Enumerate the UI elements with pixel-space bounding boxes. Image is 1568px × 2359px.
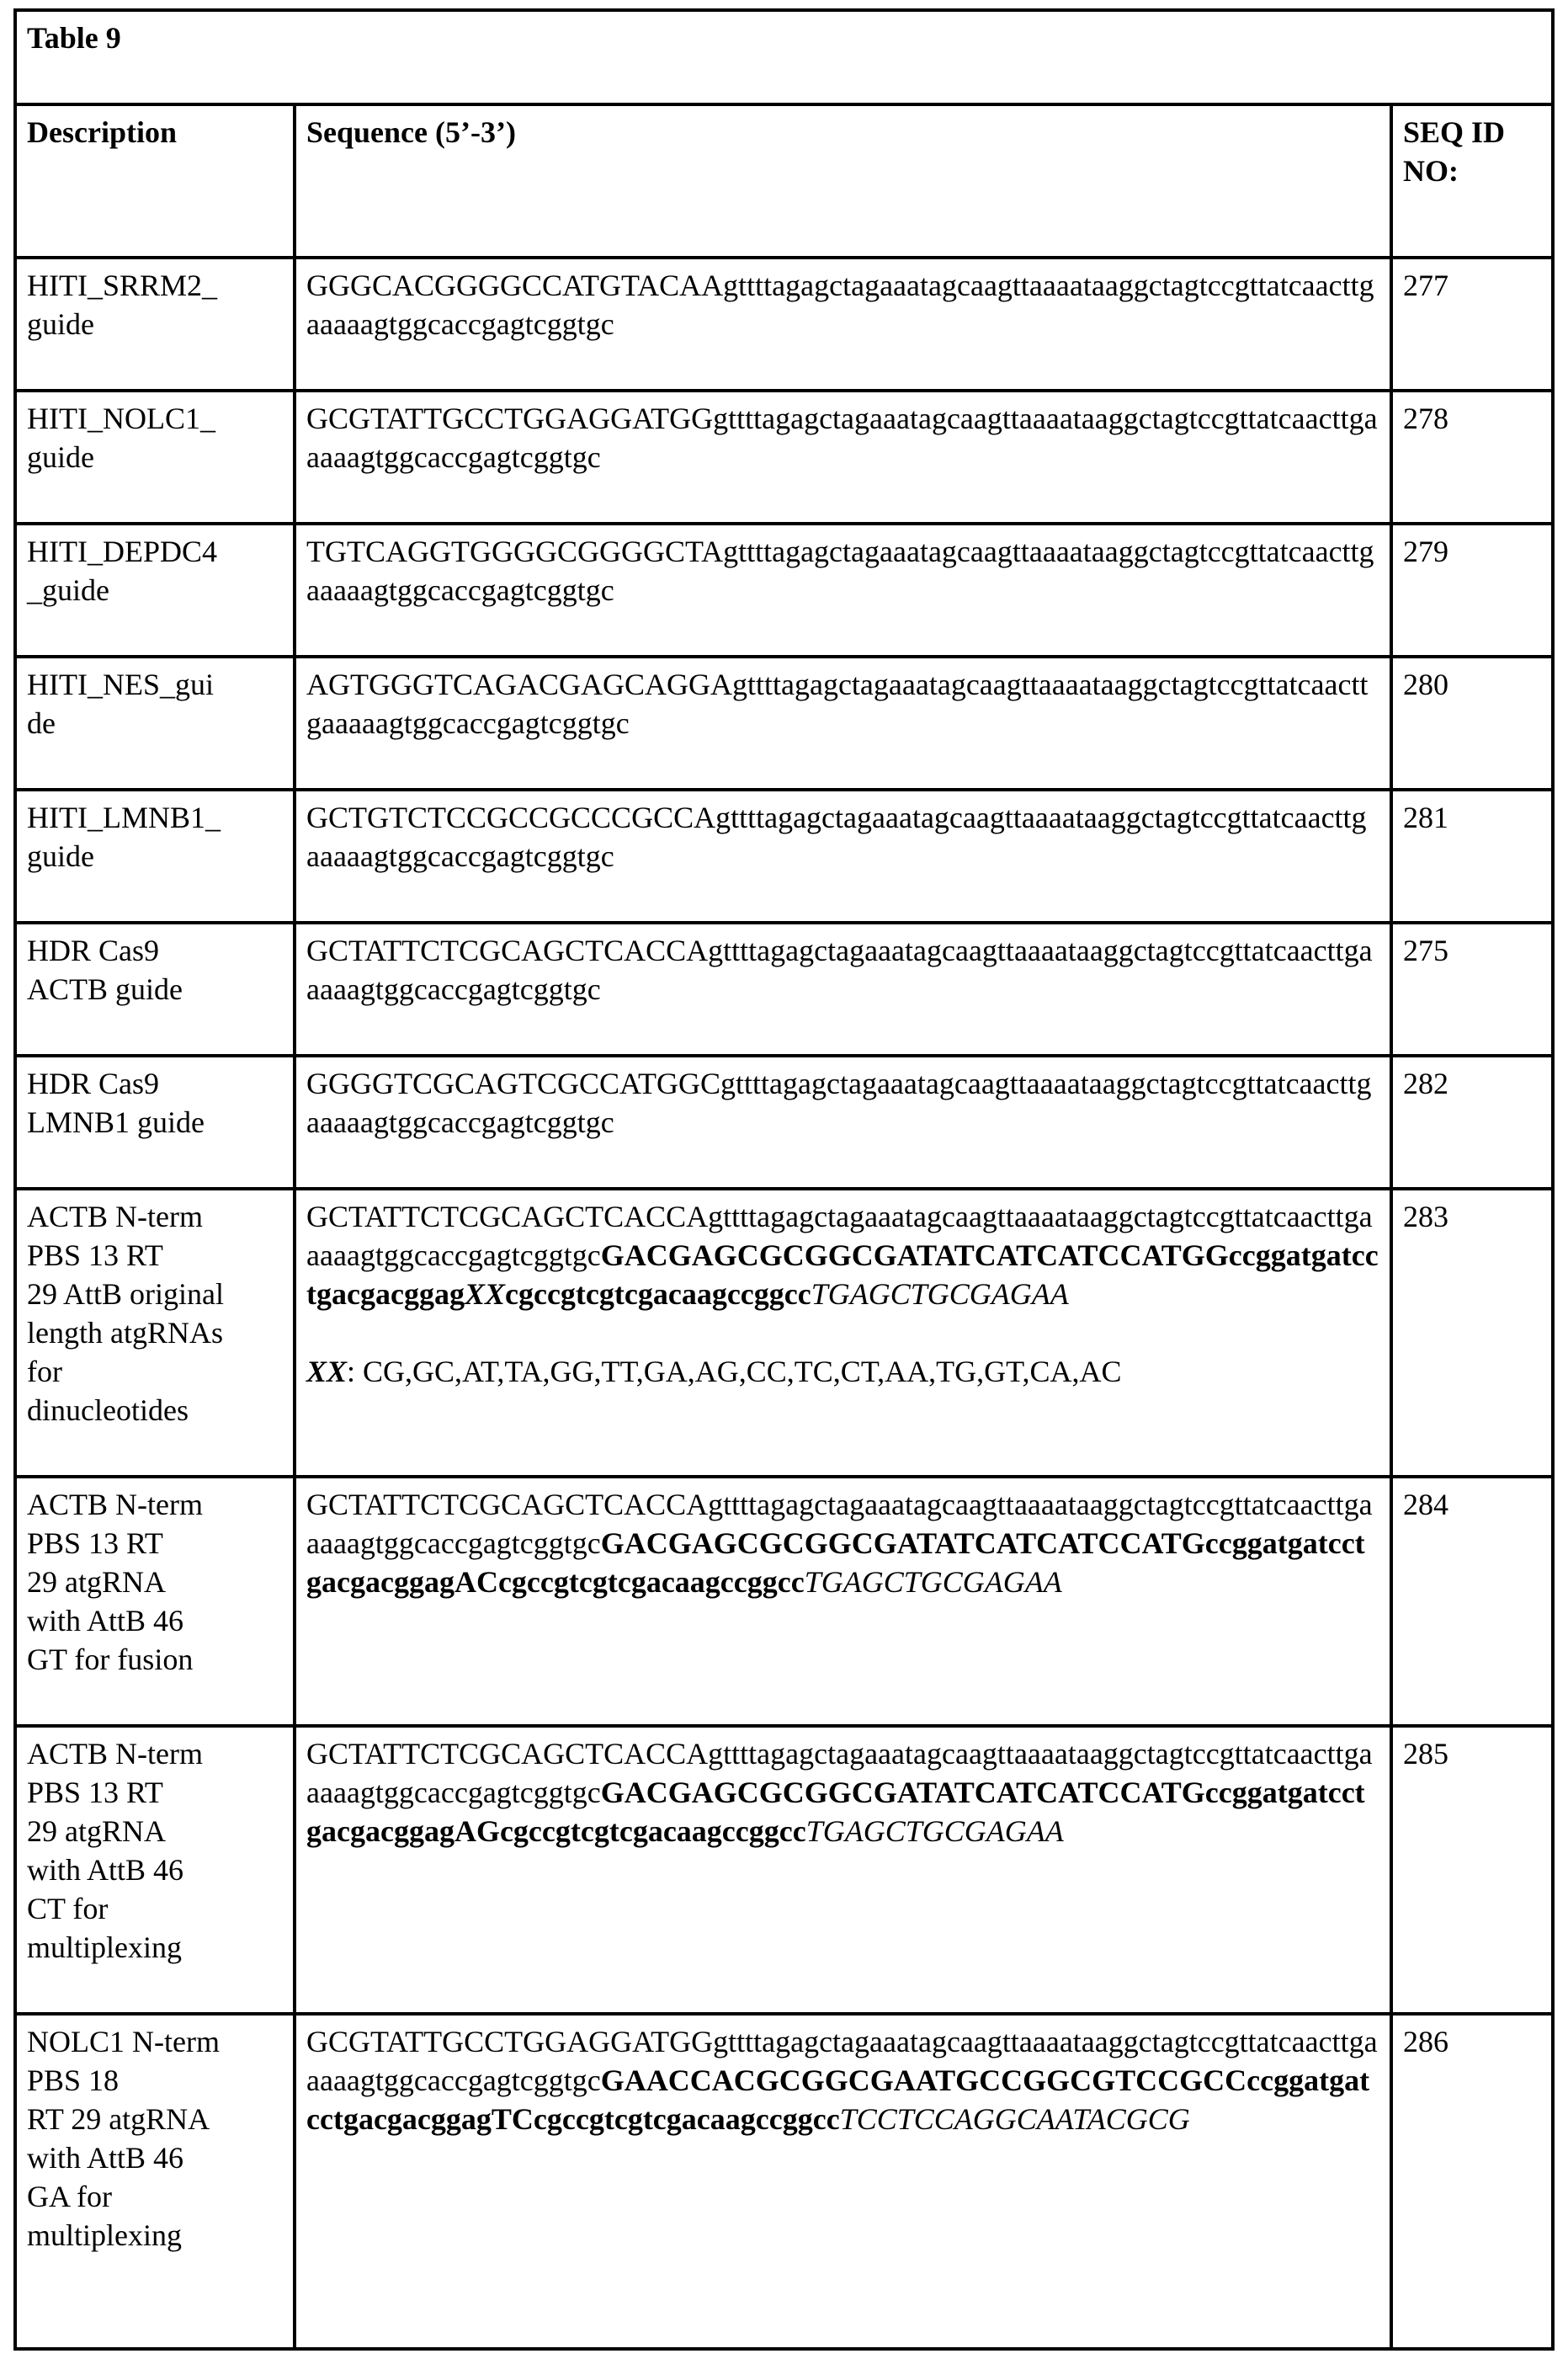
sequence-segment: GGGGTCGCAGTCGCCATGGCgttttagagctagaaatagcaagttaaaataaggctagtccgttatcaacttgaaaaagtggcaccgagtcggtgc [306,1067,1372,1139]
description-line: de [27,706,56,740]
sequence-segment: TCCTCCAGGCAATACGCG [839,2102,1190,2136]
sequence-segment: GCTGTCTCCGCCGCCCGCCAgttttagagctagaaatagcaagttaaaataaggctagtccgttatcaacttgaaaaagtggcaccgagtcggtgc [306,801,1367,873]
description-line: dinucleotides [27,1393,189,1427]
table-row [15,258,1553,391]
column-header-sequence: Sequence (5’-3’) [295,104,1391,258]
description-cell [15,1189,295,1477]
seq-id-cell: 283 [1391,1189,1553,1477]
description-line: multiplexing [27,1930,182,1964]
seq-id-cell: 279 [1391,524,1553,657]
table-header-row [15,104,1553,258]
description-line: length atgRNAs [27,1316,223,1350]
table-row [15,2014,1553,2349]
sequence-table [13,8,1555,2351]
description-cell [15,258,295,391]
sequence-cell [295,524,1391,657]
sequence-paragraph [306,1352,1379,1391]
sequence-paragraph [306,1734,1379,1850]
sequence-cell [295,391,1391,524]
table-row [15,1056,1553,1189]
sequence-segment: GCTATTCTCGCAGCTCACCAgttttagagctagaaatagcaagttaaaataaggctagtccgttatcaacttgaaaaagtggcaccgagtcggtgc [306,1737,1373,1809]
sequence-segment: cgccgtcgtcgacaagccggcc [504,1277,811,1311]
description-line: GT for fusion [27,1643,194,1676]
description-line: HITI_NOLC1_ [27,402,215,435]
sequence-paragraph [306,931,1379,1009]
sequence-segment: XX [306,1355,348,1388]
sequence-paragraph [306,1197,1379,1313]
table-row [15,524,1553,657]
seq-id-cell: 278 [1391,391,1553,524]
sequence-paragraph [306,399,1379,477]
description-line: HDR Cas9 [27,1067,160,1100]
description-line: with AttB 46 [27,1604,184,1637]
description-cell [15,923,295,1056]
sequence-cell [295,2014,1391,2349]
description-line: GA for [27,2180,112,2213]
table-body [15,258,1553,2349]
description-line: 29 AttB original [27,1277,224,1311]
description-cell [15,790,295,923]
sequence-cell [295,1726,1391,2014]
sequence-segment: AGTGGGTCAGACGAGCAGGAgttttagagctagaaatagcaagttaaaataaggctagtccgttatcaacttgaaaaagtggcaccgagtcggtgc [306,668,1369,740]
sequence-cell [295,1477,1391,1726]
sequence-cell [295,790,1391,923]
description-line: LMNB1 guide [27,1105,205,1139]
sequence-segment: : CG,GC,AT,TA,GG,TT,GA,AG,CC,TC,CT,AA,TG,GT,CA,AC [347,1355,1122,1388]
description-line: guide [27,839,94,873]
sequence-segment: GACGAGCGCGGCGATATCATCATCCATGGccggatgatcctgacgacggag [306,1238,1379,1311]
description-cell [15,657,295,790]
sequence-paragraph [306,1064,1379,1142]
sequence-segment: TGAGCTGCGAGAA [811,1277,1069,1311]
sequence-paragraph [306,665,1379,743]
description-line: HITI_NES_gui [27,668,214,701]
sequence-segment: GACGAGCGCGGCGATATCATCATCCATGccggatgatcctgacgacggagAGcgccgtcgtcgacaagccggcc [306,1776,1365,1848]
seq-id-cell: 286 [1391,2014,1553,2349]
sequence-segment: TGAGCTGCGAGAA [805,1814,1064,1848]
description-line: HITI_LMNB1_ [27,801,221,834]
description-line: with AttB 46 [27,1853,184,1887]
description-line: PBS 18 [27,2063,120,2097]
description-cell [15,391,295,524]
seq-id-cell: 284 [1391,1477,1553,1726]
sequence-segment: XX [464,1277,505,1311]
description-cell [15,1056,295,1189]
sequence-segment: GGGCACGGGGCCATGTACAAgttttagagctagaaatagcaagttaaaataaggctagtccgttatcaacttgaaaaagtggcaccgagtcggtgc [306,269,1374,341]
table-row [15,657,1553,790]
table-row [15,1477,1553,1726]
sequence-segment: GCGTATTGCCTGGAGGATGGgttttagagctagaaatagcaagttaaaataaggctagtccgttatcaacttgaaaaagtggcaccgagtcggtgc [306,2025,1378,2097]
sequence-cell [295,258,1391,391]
sequence-segment: TGTCAGGTGGGGCGGGGCTAgttttagagctagaaatagcaagttaaaataaggctagtccgttatcaacttgaaaaagtggcaccgagtcggtgc [306,535,1374,607]
column-header-description: Description [15,104,295,258]
sequence-paragraph [306,532,1379,610]
sequence-segment: GCTATTCTCGCAGCTCACCAgttttagagctagaaatagcaagttaaaataaggctagtccgttatcaacttgaaaaagtggcaccgagtcggtgc [306,934,1373,1006]
sequence-segment: GCTATTCTCGCAGCTCACCAgttttagagctagaaatagcaagttaaaataaggctagtccgttatcaacttgaaaaagtggcaccgagtcggtgc [306,1200,1373,1272]
description-line: HITI_DEPDC4 [27,535,217,568]
description-line: with AttB 46 [27,2141,184,2175]
description-line: ACTB N-term [27,1737,203,1771]
seq-id-cell: 275 [1391,923,1553,1056]
description-line: for [27,1355,62,1388]
table-row [15,391,1553,524]
table-row [15,1189,1553,1477]
sequence-cell [295,923,1391,1056]
description-line: guide [27,307,94,341]
sequence-paragraph [306,2022,1379,2138]
seq-id-cell: 282 [1391,1056,1553,1189]
description-line: RT 29 atgRNA [27,2102,210,2136]
description-line: _guide [27,573,109,607]
description-line: PBS 13 RT [27,1776,163,1809]
description-line: CT for [27,1892,109,1925]
description-line: guide [27,440,94,474]
description-line: multiplexing [27,2218,182,2252]
sequence-cell [295,1189,1391,1477]
table-row [15,1726,1553,2014]
description-line: HITI_SRRM2_ [27,269,218,302]
table-title: Table 9 [15,10,1553,104]
sequence-paragraph [306,266,1379,343]
description-line: ACTB N-term [27,1200,203,1233]
description-line: ACTB N-term [27,1488,203,1521]
description-line: HDR Cas9 [27,934,160,967]
sequence-segment: TGAGCTGCGAGAA [804,1565,1062,1599]
description-cell [15,2014,295,2349]
sequence-segment: GCGTATTGCCTGGAGGATGGgttttagagctagaaatagcaagttaaaataaggctagtccgttatcaacttgaaaaagtggcaccgagtcggtgc [306,402,1378,474]
sequence-cell [295,1056,1391,1189]
description-line: PBS 13 RT [27,1238,163,1272]
sequence-segment: GAACCACGCGGCGAATGCCGGCGTCCGCCccggatgatcctgacgacggagTCcgccgtcgtcgacaagccggcc [306,2063,1370,2136]
description-line: ACTB guide [27,972,183,1006]
description-cell [15,524,295,657]
sequence-paragraph [306,1485,1379,1601]
table-row [15,790,1553,923]
column-header-seq-id: SEQ ID NO: [1391,104,1553,258]
table-head [15,10,1553,258]
description-line: 29 atgRNA [27,1565,166,1599]
seq-id-cell: 285 [1391,1726,1553,2014]
table-row [15,923,1553,1056]
description-cell [15,1477,295,1726]
seq-id-cell: 277 [1391,258,1553,391]
seq-id-cell: 281 [1391,790,1553,923]
description-line: 29 atgRNA [27,1814,166,1848]
table-title-row [15,10,1553,104]
description-line: PBS 13 RT [27,1526,163,1560]
seq-id-cell: 280 [1391,657,1553,790]
sequence-cell [295,657,1391,790]
sequence-paragraph [306,798,1379,876]
sequence-segment: GCTATTCTCGCAGCTCACCAgttttagagctagaaatagcaagttaaaataaggctagtccgttatcaacttgaaaaagtggcaccgagtcggtgc [306,1488,1373,1560]
description-cell [15,1726,295,2014]
description-line: NOLC1 N-term [27,2025,220,2058]
sequence-segment: GACGAGCGCGGCGATATCATCATCCATGccggatgatcctgacgacggagACcgccgtcgtcgacaagccggcc [306,1526,1365,1599]
